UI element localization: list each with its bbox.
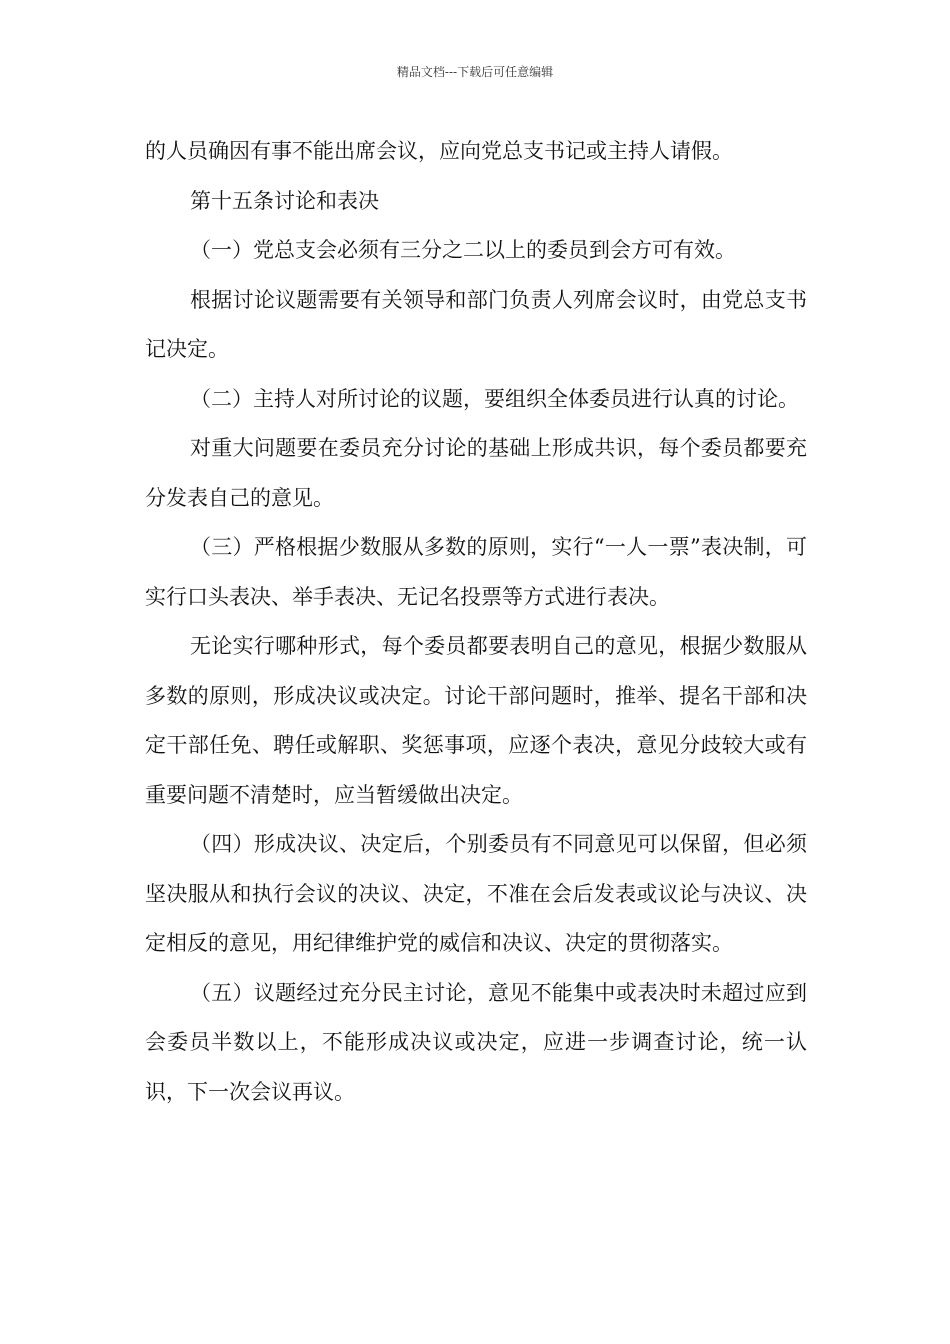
paragraph: 的人员确因有事不能出席会议，应向党总支书记或主持人请假。 — [145, 139, 733, 163]
paragraph: （四）形成决议、决定后，个别委员有不同意见可以保留，但必须坚决服从和执行会议的决议、决定，不准在会后发表或议论与决议、决定相反的意见，用纪律维护党的威信和决议、决定的贯彻落实。 — [145, 832, 807, 955]
paragraph: （五）议题经过充分民主讨论，意见不能集中或表决时未超过应到会委员半数以上，不能形成决议或决定，应进一步调查讨论，统一认识，下一次会议再议。 — [145, 980, 807, 1104]
paragraph: （三）严格根据少数服从多数的原则，实行“一人一票”表决制，可实行口头表决、举手表决、无记名投票等方式进行表决。 — [145, 535, 807, 609]
article-heading: 第十五条讨论和表决 — [190, 188, 379, 213]
paragraph: 无论实行哪种形式，每个委员都要表明自己的意见，根据少数服从多数的原则，形成决议或决定。讨论干部问题时，推举、提名干部和决定干部任免、聘任或解职、奖惩事项，应逐个表决，意见分歧较大或有重要问题不清楚时，应当暂缓做出决定。 — [145, 634, 807, 807]
paragraph: 根据讨论议题需要有关领导和部门负责人列席会议时，由党总支书记决定。 — [145, 287, 807, 361]
paragraph: （一）党总支会必须有三分之二以上的委员到会方可有效。 — [190, 238, 736, 262]
document-body — [145, 127, 807, 1117]
paragraph: 对重大问题要在委员充分讨论的基础上形成共识，每个委员都要充分发表自己的意见。 — [145, 436, 807, 510]
paragraph: （二）主持人对所讨论的议题，要组织全体委员进行认真的讨论。 — [190, 386, 799, 411]
page-header: 精品文档---下载后可任意编辑 — [396, 65, 554, 79]
